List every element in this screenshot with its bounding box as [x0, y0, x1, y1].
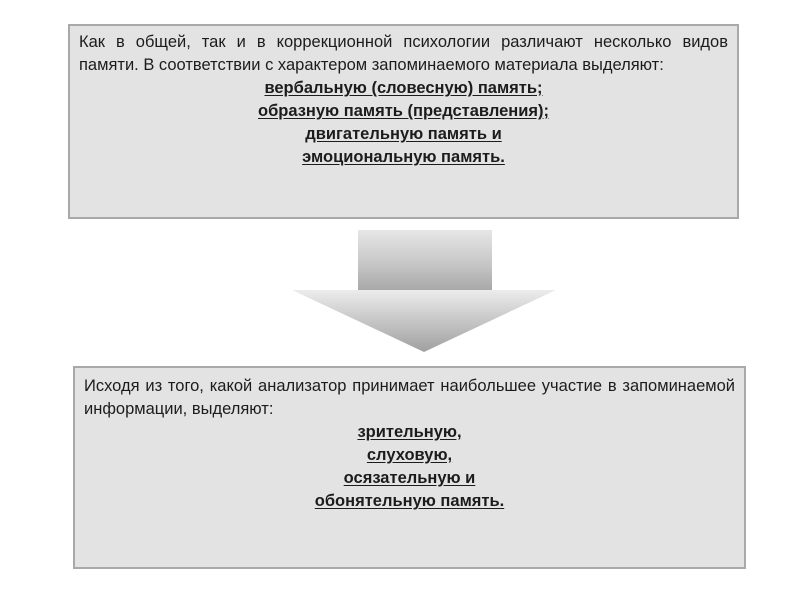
memory-types-by-analyzer-list: [84, 421, 735, 513]
list-item-tactile-memory: осязательную и: [343, 469, 476, 487]
bottom-text-box: [73, 366, 746, 569]
list-item-olfactory-memory: обонятельную память.: [314, 492, 505, 510]
list-item-emotional-memory: эмоциональную память.: [302, 148, 505, 166]
bottom-intro-text: Исходя из того, какой анализатор принимает наибольшее участие в запоминаемой информации, выделяют:: [84, 377, 735, 418]
down-arrow-icon: [292, 230, 556, 352]
top-intro-text: Как в общей, так и в коррекционной психологии различают несколько видов памяти. В соответствии с характером запоминаемого материала выделяют:: [79, 33, 728, 74]
list-item-motor-memory: двигательную память и: [305, 125, 502, 143]
list-item-verbal-memory: вербальную (словесную) память;: [264, 79, 543, 97]
top-text-box: [68, 24, 739, 219]
arrow-head: [292, 290, 556, 352]
list-item-visual-memory: зрительную,: [357, 423, 462, 441]
memory-types-by-material-list: [79, 77, 728, 169]
list-item-figurative-memory: образную память (представления);: [257, 102, 550, 120]
arrow-shaft: [358, 230, 492, 290]
list-item-auditory-memory: слуховую,: [366, 446, 453, 464]
